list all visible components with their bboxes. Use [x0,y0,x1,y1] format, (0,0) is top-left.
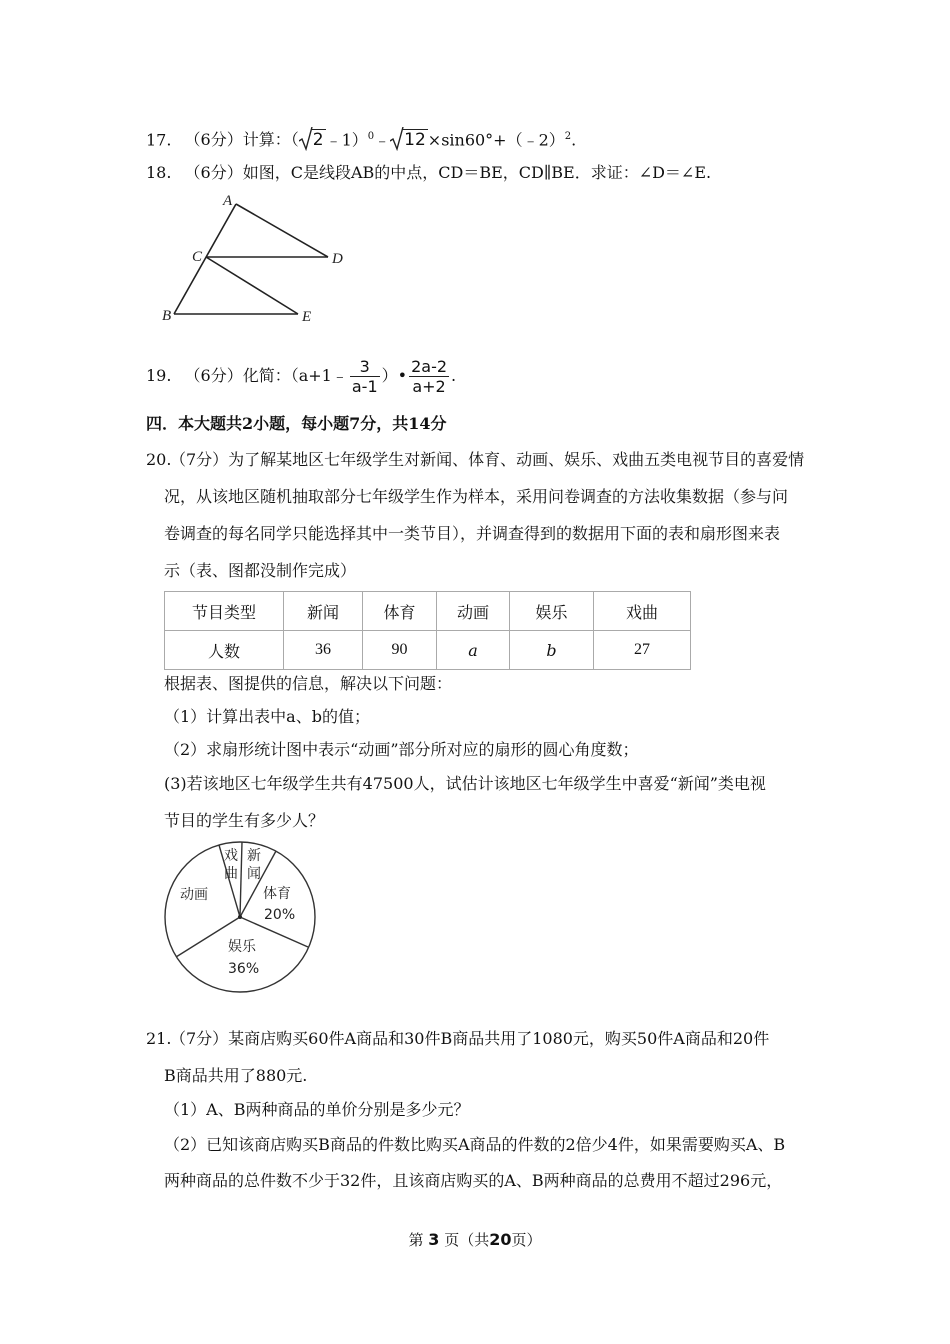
q21-line-1: （7分）某商店购买60件A商品和30件B商品共用了1080元，购买50件A商品和20件 [170,1029,770,1048]
label-b: B [162,308,172,324]
page-total: 20 [489,1230,512,1249]
q20-number: 20. [146,450,172,469]
q17: 17. （6分）计算：（ 2 ﹣1）$^0$﹣ 12 ×sin60°+（﹣2）$^2$. [146,127,576,150]
table-cell: 90 [363,631,437,670]
q21-line-2: B商品共用了880元. [164,1066,308,1085]
triangle-figure [160,190,360,330]
table-cell: 人数 [165,631,284,670]
q17-number: 17. [146,130,172,150]
label-d: D [332,251,343,267]
sqrt-two: 2 [299,130,326,150]
table-row [165,631,691,670]
q19: 19. （6分）化简：（a+1﹣ $\frac{3}{a-1}$ ）• $\frac{2a-2}{a+2}$ . [146,357,457,396]
radical-sign-icon [390,127,404,151]
q18-text: （6分）如图，C是线段AB的中点，CD＝BE，CD∥BE．求证：∠D＝∠E. [184,163,712,182]
pie-label-xiqu-1: 戏 [224,848,238,864]
table-cell: 娱乐 [510,592,594,631]
data-table [164,591,691,670]
q20-after-1: 根据表、图提供的信息，解决以下问题： [164,674,453,693]
q21-line-3: （1）A、B两种商品的单价分别是多少元？ [164,1100,470,1119]
q21-number: 21. [146,1029,172,1048]
label-c: C [192,249,203,265]
q17-score-label: （6分）计算：（ [184,130,299,150]
label-e: E [302,309,312,325]
section-heading: 四．本大题共2小题，每小题7分，共14分 [146,414,447,433]
q20-line-2: 况，从该地区随机抽取部分七年级学生作为样本，采用问卷调查的方法收集数据（参与问 [164,487,789,506]
table-cell: 27 [594,631,691,670]
table-cell: a [437,631,510,670]
q20-after-3: （2）求扇形统计图中表示“动画”部分所对应的扇形的圆心角度数； [164,740,639,759]
q21-line-4: （2）已知该商店购买B商品的件数比购买A商品的件数的2倍少4件，如果需要购买A、B [164,1135,786,1154]
q20-after-2: （1）计算出表中a、b的值； [164,707,370,726]
table-row [165,592,691,631]
pie-chart [160,840,320,1000]
pie-label-tiyu: 体育 [263,886,291,902]
q20-after-5: 节目的学生有多少人？ [164,811,325,830]
pie-label-yule-pct: 36% [228,961,260,977]
label-a: A [223,193,233,209]
q20-line-4: 示（表、图都没制作完成） [164,561,357,580]
q19-number: 19. [146,366,172,385]
table-cell: b [510,631,594,670]
pie-divider-xiqu-xinwen [240,842,242,917]
table-cell: 节目类型 [165,592,284,631]
fraction-3-over-a-minus-1: $\frac{3}{a-1}$ [351,357,378,396]
q18 [146,163,711,183]
table-cell: 戏曲 [594,592,691,631]
pie-label-xiqu-2: 曲 [224,866,238,882]
pie-label-xinwen-1: 新 [247,848,261,864]
table-cell: 体育 [363,592,437,631]
radical-sign-icon [299,127,313,151]
sqrt-twelve: 12 [390,130,428,150]
q20-line-1: （7分）为了解某地区七年级学生对新闻、体育、动画、娱乐、戏曲五类电视节目的喜爱情 [170,450,805,469]
pie-label-donghua: 动画 [180,887,208,903]
fraction-2a-minus-2-over-a-plus-2: $\frac{2a-2}{a+2}$ [411,357,448,396]
table-cell: 动画 [437,592,510,631]
page-footer: 第 3 页（共20页） [408,1230,542,1249]
table-cell: 36 [284,631,363,670]
q18-number: 18. [146,163,172,182]
pie-label-xinwen-2: 闻 [247,866,261,882]
pie-label-tiyu-pct: 20% [264,907,296,923]
table-cell: 新闻 [284,592,363,631]
q21-line-5: 两种商品的总件数不少于32件，且该商店购买的A、B两种商品的总费用不超过296元， [164,1171,783,1190]
pie-label-yule: 娱乐 [228,939,256,955]
page-number: 3 [428,1230,440,1249]
q20-after-4: (3)若该地区七年级学生共有47500人，试估计该地区七年级学生中喜爱“新闻”类电视 [164,774,766,793]
q20-line-3: 卷调查的每名同学只能选择其中一类节目），并调查得到的数据用下面的表和扇形图来表 [164,524,781,543]
